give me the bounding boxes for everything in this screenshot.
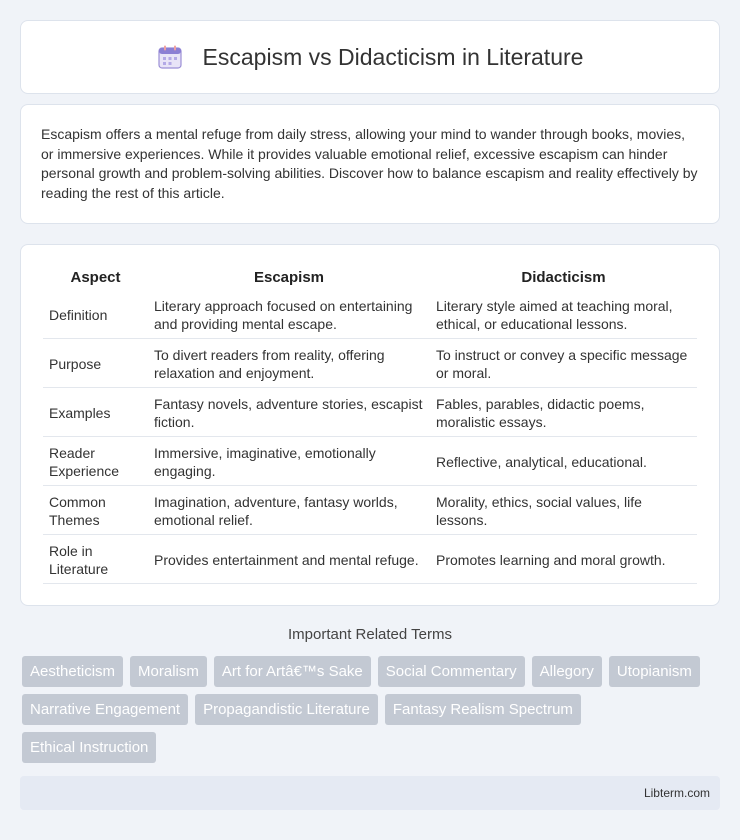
related-term-tag[interactable]: Art for Artâ€™s Sake [214,656,371,687]
aspect-cell: Purpose [43,339,148,388]
escapism-cell: To divert readers from reality, offering relaxation and enjoyment. [148,339,430,388]
calendar-icon [157,44,183,70]
aspect-cell: Role in Literature [43,535,148,584]
escapism-cell: Fantasy novels, adventure stories, escapist fiction. [148,388,430,437]
related-term-tag[interactable]: Utopianism [609,656,700,687]
intro-text: Escapism offers a mental refuge from daily stress, allowing your mind to wander through books, movies, or immersive experiences. While it provides valuable emotional relief, excessive escapism can hinder personal growth and problem-solving abilities. Discover how to balance escapism and reality effectively by reading the rest of this article. [41,126,698,201]
didacticism-cell: To instruct or convey a specific message or moral. [430,339,697,388]
related-term-tag[interactable]: Propagandistic Literature [195,694,378,725]
table-row [43,388,697,437]
related-term-tag[interactable]: Fantasy Realism Spectrum [385,694,581,725]
related-terms-list [22,656,722,763]
table-row [43,437,697,486]
footer [20,776,720,810]
aspect-cell: Reader Experience [43,437,148,486]
didacticism-cell: Reflective, analytical, educational. [430,437,697,486]
table-row [43,486,697,535]
escapism-cell: Immersive, imaginative, emotionally engaging. [148,437,430,486]
aspect-cell: Examples [43,388,148,437]
comparison-table [43,265,697,584]
related-terms-title: Important Related Terms [288,626,452,643]
didacticism-cell: Morality, ethics, social values, life lessons. [430,486,697,535]
escapism-cell: Provides entertainment and mental refuge. [148,535,430,584]
column-header-didacticism: Didacticism [521,269,606,286]
didacticism-cell: Fables, parables, didactic poems, moralistic essays. [430,388,697,437]
footer-site-link[interactable]: Libterm.com [643,786,710,800]
table-row [43,290,697,339]
escapism-cell: Imagination, adventure, fantasy worlds, emotional relief. [148,486,430,535]
table-row [43,339,697,388]
table-header-row [43,265,697,290]
related-term-tag[interactable]: Allegory [532,656,602,687]
column-header-aspect: Aspect [70,269,121,286]
related-term-tag[interactable]: Social Commentary [378,656,525,687]
related-term-tag[interactable]: Aestheticism [22,656,123,687]
aspect-cell: Definition [43,290,148,339]
escapism-cell: Literary approach focused on entertaining and providing mental escape. [148,290,430,339]
comparison-card [20,244,720,606]
header-card [20,20,720,94]
page-title: Escapism vs Didacticism in Literature [202,43,584,70]
related-term-tag[interactable]: Moralism [130,656,207,687]
table-row [43,535,697,584]
column-header-escapism: Escapism [253,269,325,286]
related-term-tag[interactable]: Ethical Instruction [22,732,156,763]
intro-card [20,104,720,224]
didacticism-cell: Promotes learning and moral growth. [430,535,697,584]
didacticism-cell: Literary style aimed at teaching moral, ethical, or educational lessons. [430,290,697,339]
aspect-cell: Common Themes [43,486,148,535]
related-term-tag[interactable]: Narrative Engagement [22,694,188,725]
